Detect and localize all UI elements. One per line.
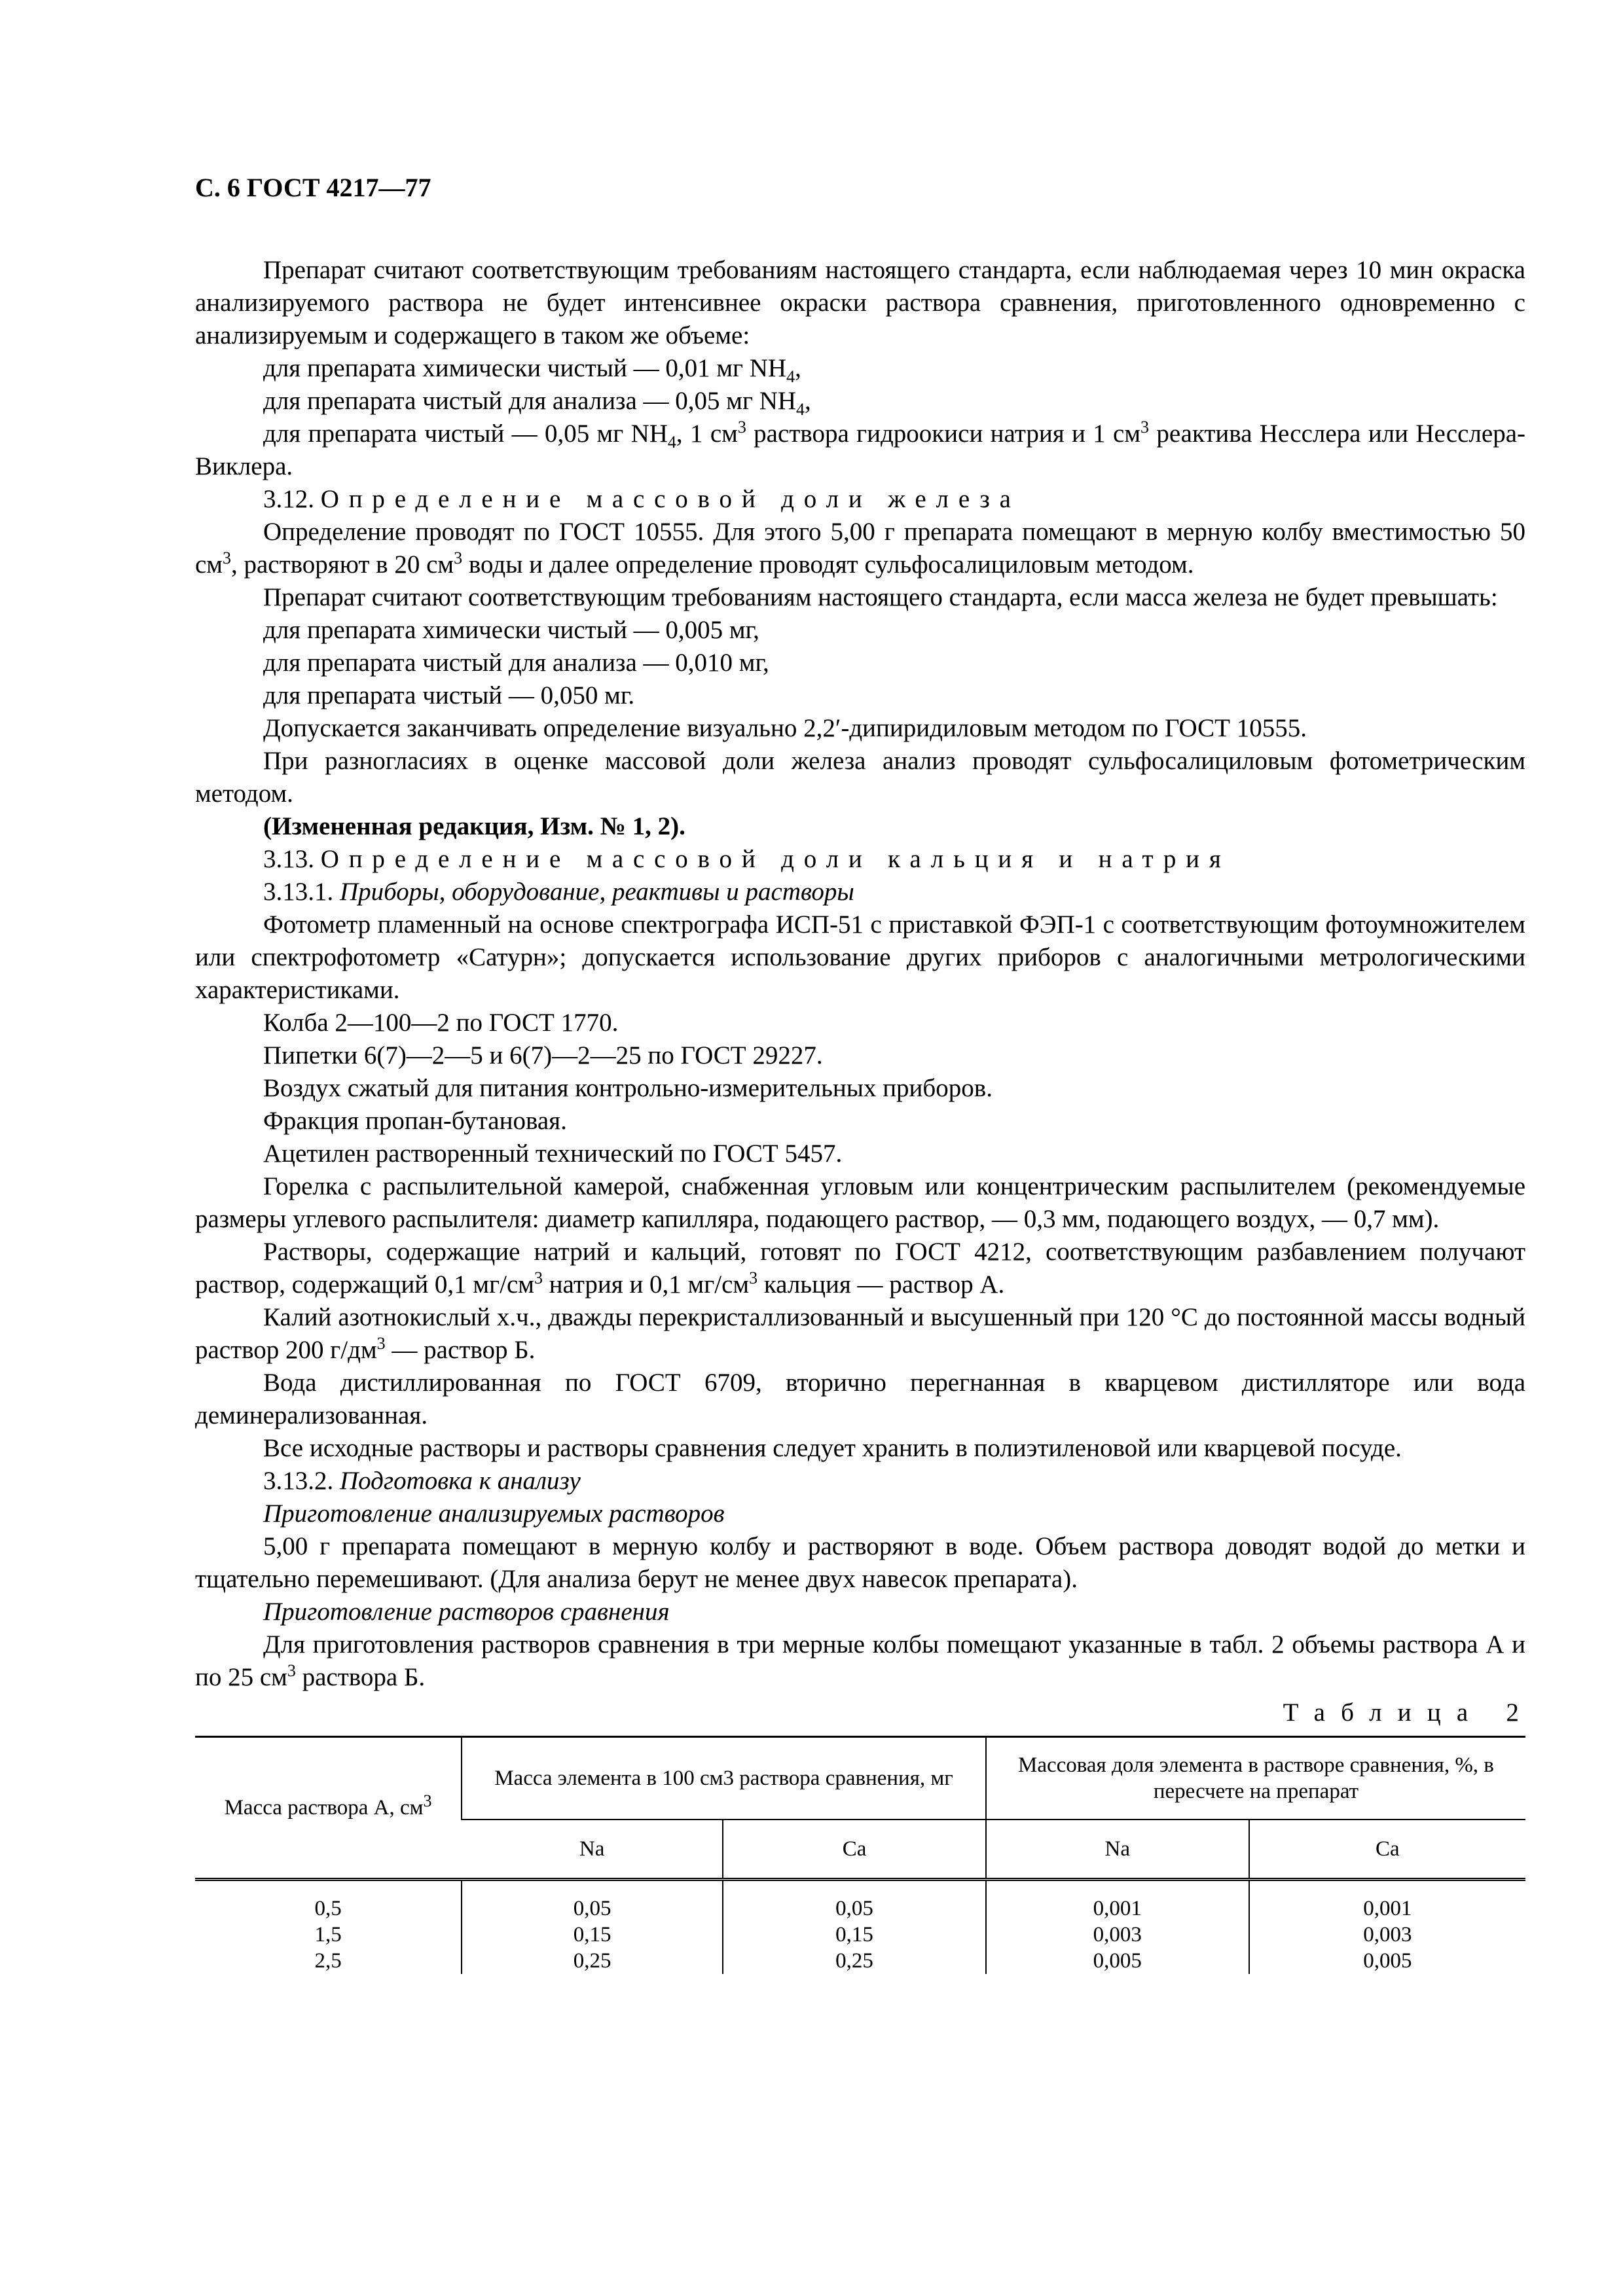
list-item: Колба 2—100—2 по ГОСТ 1770. xyxy=(263,1009,619,1037)
paragraph: Все исходные растворы и растворы сравнения следует хранить в полиэтиленовой или кварцевой посуде. xyxy=(263,1434,1402,1462)
paragraph: Калий азотнокислый х.ч., дважды перекристаллизованный и высушенный при 120 °С до постоянной массы водный раствор 200 $г/дм^3$ — раствор Б. xyxy=(195,1303,1525,1364)
paragraph: Горелка с распылительной камерой, снабженная угловым или концентрическим распылителем (рекомендуемые размеры углевого распылителя: диаметр капилляра, подающего раствор, — 0,3 мм, подающего воздух, — 0,7 мм). xyxy=(195,1172,1525,1233)
section-heading-3-12: 3.12. Определение массовой доли железа xyxy=(263,485,1021,513)
paragraph: Растворы, содержащие натрий и кальций, готовят по ГОСТ 4212, соответствующим разбавлением получают раствор, содержащий 0,1 $мг/см^3$ натрия и 0,1 $мг/см^3$ кальция — раствор А. xyxy=(195,1238,1525,1299)
table-header-cell: Масса раствора А, $см^3$ xyxy=(195,1737,462,1880)
table-header-cell: Ca xyxy=(723,1820,986,1880)
table-cell: 0,15 xyxy=(723,1922,986,1948)
page-header: С. 6 ГОСТ 4217—77 xyxy=(195,173,431,202)
list-item: Фракция пропан-бутановая. xyxy=(263,1107,567,1135)
subheading: Приготовление растворов сравнения xyxy=(263,1598,670,1626)
table-cell: 0,003 xyxy=(986,1922,1249,1948)
list-item: для препарата чистый — 0,05 мг $NH_4$, 1 $см^3$ раствора гидроокиси натрия и 1 $см^3$ реактива Несслера или Несслера-Виклера. xyxy=(195,418,1525,480)
table-cell: 0,25 xyxy=(723,1948,986,1974)
table-header-cell: Массовая доля элемента в растворе сравнения, %, в пересчете на препарат xyxy=(986,1737,1525,1820)
subsection-heading-3-13-2: 3.13.2. Подготовка к анализу xyxy=(263,1467,581,1495)
table-cell: 0,001 xyxy=(986,1880,1249,1922)
list-item: Воздух сжатый для питания контрольно-измерительных приборов. xyxy=(263,1074,993,1102)
paragraph: Для приготовления растворов сравнения в три мерные колбы помещают указанные в табл. 2 объемы раствора А и по 25 $см^3$ раствора Б. xyxy=(195,1630,1525,1691)
list-item: Пипетки 6(7)—2—5 и 6(7)—2—25 по ГОСТ 29227. xyxy=(263,1041,823,1069)
table-cell: 0,005 xyxy=(986,1948,1249,1974)
list-item: для препарата чистый для анализа — 0,010 мг, xyxy=(263,649,769,677)
list-item: для препарата химически чистый — 0,01 мг $NH_4$, xyxy=(263,354,801,386)
list-item: для препарата чистый для анализа — 0,05 мг $NH_4$, xyxy=(263,387,811,419)
paragraph: Препарат считают соответствующим требованиям настоящего стандарта, если наблюдаемая через 10 мин окраска анализируемого раствора не будет интенсивнее окраски раствора сравнения, приготовленного одновременно с анализируемым и содержащего в таком же объеме: xyxy=(195,256,1525,350)
paragraph: Определение проводят по ГОСТ 10555. Для этого 5,00 г препарата помещают в мерную колбу вместимостью 50 $см^3$, растворяют в 20 $см^3$ воды и далее определение проводят сульфосалициловым методом. xyxy=(195,518,1525,579)
table-cell: 0,25 xyxy=(462,1948,723,1974)
table-cell: 0,001 xyxy=(1249,1880,1525,1922)
table-cell: 0,05 xyxy=(723,1880,986,1922)
paragraph: Фотометр пламенный на основе спектрографа ИСП-51 с приставкой ФЭП-1 с соответствующим фотоумножителем или спектрофотометр «Сатурн»; допускается использование других приборов с аналогичными метрологическими характеристиками. xyxy=(195,910,1525,1004)
table-cell: 0,005 xyxy=(1249,1948,1525,1974)
table-cell: 0,05 xyxy=(462,1880,723,1922)
list-item: для препарата химически чистый — 0,005 мг, xyxy=(263,616,759,644)
subheading: Приготовление анализируемых растворов xyxy=(263,1499,725,1528)
paragraph: 5,00 г препарата помещают в мерную колбу и растворяют в воде. Объем раствора доводят водой до метки и тщательно перемешивают. (Для анализа берут не менее двух навесок препарата). xyxy=(195,1532,1525,1593)
paragraph: Препарат считают соответствующим требованиям настоящего стандарта, если масса железа не будет превышать: xyxy=(263,583,1498,611)
table-cell: 0,15 xyxy=(462,1922,723,1948)
table-row xyxy=(195,1880,1525,1922)
list-item: Ацетилен растворенный технический по ГОСТ 5457. xyxy=(263,1139,843,1168)
list-item: для препарата чистый — 0,050 мг. xyxy=(263,681,635,709)
paragraph: При разногласиях в оценке массовой доли железа анализ проводят сульфосалициловым фотометрическим методом. xyxy=(195,747,1525,808)
table-row xyxy=(195,1948,1525,1974)
table-cell: 2,5 xyxy=(314,1949,342,1973)
table-header-cell: Ca xyxy=(1249,1820,1525,1880)
table-cell: 0,003 xyxy=(1249,1922,1525,1948)
page-content xyxy=(195,171,1535,1974)
table-header-cell: Na xyxy=(986,1820,1249,1880)
table-2 xyxy=(195,1736,1525,1974)
amendment-note: (Измененная редакция, Изм. № 1, 2). xyxy=(263,812,685,840)
table-header-cell: Масса элемента в 100 см3 раствора сравнения, мг xyxy=(462,1737,986,1820)
table-cell: 0,5 xyxy=(314,1897,342,1920)
paragraph: Допускается заканчивать определение визуально 2,2′-дипиридиловым методом по ГОСТ 10555. xyxy=(263,714,1307,742)
table-row xyxy=(195,1922,1525,1948)
paragraph: Вода дистиллированная по ГОСТ 6709, вторично перегнанная в кварцевом дистилляторе или вода деминерализованная. xyxy=(195,1369,1525,1429)
table-caption: Таблица 2 xyxy=(1283,1698,1535,1727)
table-header-cell: Na xyxy=(462,1820,723,1880)
section-heading-3-13: 3.13. Определение массовой доли кальция и натрия xyxy=(263,845,1231,873)
subsection-heading-3-13-1: 3.13.1. Приборы, оборудование, реактивы и растворы xyxy=(263,878,854,906)
table-cell: 1,5 xyxy=(314,1923,342,1946)
